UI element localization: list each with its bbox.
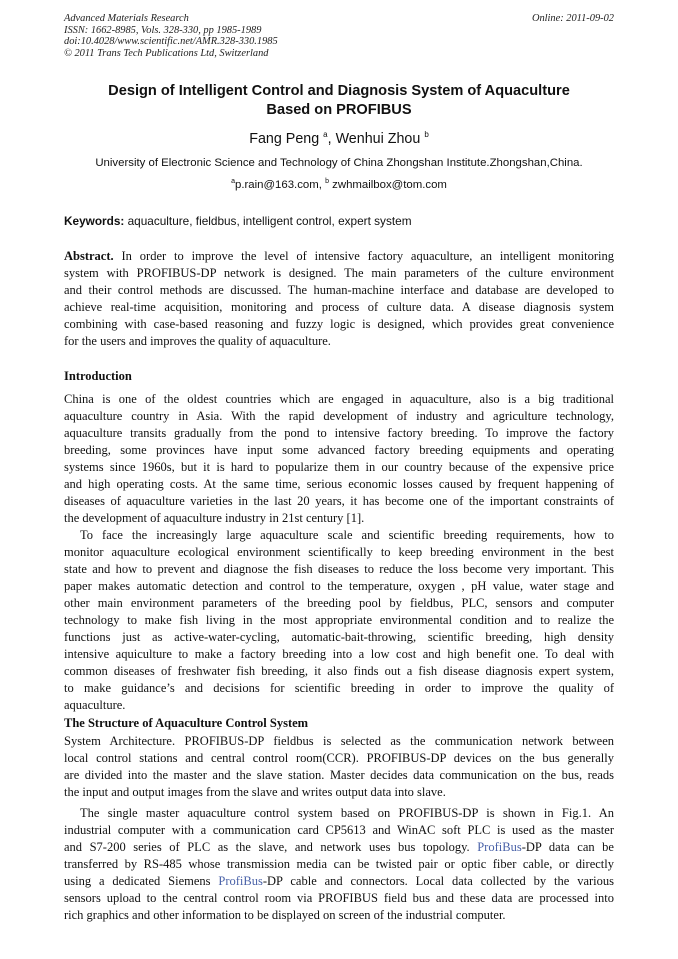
email-superscript: a [231, 178, 235, 185]
journal-header [64, 13, 278, 59]
text-line: system with PROFIBUS-DP network is designed. The main parameters of the culture environment [64, 266, 614, 280]
paper-title [60, 82, 618, 120]
text-line: and S7-200 series of PLC as the slave, and network uses bus topology. ProfiBus-DP data can be [64, 840, 614, 854]
text-line: To face the increasingly large aquaculture scale and scientific breeding requirements, how to [80, 528, 614, 542]
keywords-label: Keywords: [64, 214, 125, 228]
journal-name: Advanced Materials Research [64, 13, 189, 24]
doi-line: doi:10.4028/www.scientific.net/AMR.328-330.1985 [64, 36, 278, 48]
profibus-term: ProfiBus [218, 874, 263, 888]
title-line-2: Based on PROFIBUS [266, 102, 412, 118]
text-line: other main environment parameters of the breeding pool by fieldbus, PLC, sensors and computer [64, 596, 614, 610]
text-line: paper makes automatic detection and control to the temperature, oxygen , pH value, water stage and [64, 579, 614, 593]
affiliation: University of Electronic Science and Technology of China Zhongshan Institute.Zhongshan,China. [95, 157, 583, 169]
author-list [60, 130, 618, 147]
text-line: combining with case-based reasoning and fuzzy logic is designed, which provides great convenience [64, 317, 614, 331]
text-line: to make guidance’s and decisions for scientific breeding in order to improve the quality of [64, 681, 614, 695]
text-line: China is one of the oldest countries which are engaged in aquaculture, also is a big traditional [64, 392, 614, 406]
issn-line: ISSN: 1662-8985, Vols. 328-330, pp 1985-1989 [64, 24, 262, 36]
text-line: transferred by RS-485 whose transmission media can be twisted pair or optic fiber cable, or directly [64, 857, 614, 871]
online-date: Online: 2011-09-02 [531, 13, 614, 24]
author-separator: , [327, 130, 336, 147]
text-line: aquaculture transits gradually from the pond to intensive factory breeding. To improve the factory [64, 426, 614, 440]
text-line: common diseases of freshwater fish breeding, it also finds out a fish disease diagnosis expert system, [64, 664, 614, 678]
copyright-line: © 2011 Trans Tech Publications Ltd, Switzerland [64, 47, 269, 59]
text-line: industrial computer with a communication card CP5613 and WinAC soft PLC is used as the master [64, 823, 614, 837]
keywords-text: aquaculture, fieldbus, intelligent control, expert system [124, 214, 412, 228]
email-address: p.rain@163.com, [235, 179, 326, 191]
email-address: zwhmailbox@tom.com [328, 179, 447, 191]
email-superscript: b [325, 178, 329, 185]
text-line: and high operating costs. At the same time, serious economic losses caused by frequent happening of [64, 477, 614, 491]
text-line: local control stations and central control room(CCR). PROFIBUS-DP devices on the bus generally [64, 751, 614, 765]
keywords [64, 214, 412, 228]
text-line: systems since 1960s, but it is hard to popularize them in our country because of the expensive price [64, 460, 614, 474]
text-line: intensive aquiculture to make a factory breeding into a low cost and high benefit one. To deal with [64, 647, 614, 661]
section-heading-introduction: Introduction [64, 369, 132, 383]
text-line: aquaculture country in Asia. With the rapid development of industry and agriculture technology, [64, 409, 614, 423]
profibus-term: ProfiBus [477, 840, 522, 854]
text-line: monitor aquaculture ecological environment scientifically to keep breeding environment in the best [64, 545, 614, 559]
text-line: the input and output images from the slave and writes output data into slave. [64, 785, 446, 799]
text-line: Abstract. In order to improve the level of intensive factory aquaculture, an intelligent monitoring [64, 249, 614, 263]
text-line: using a dedicated Siemens ProfiBus-DP cable and connectors. Local data collected by the various [64, 874, 614, 888]
text-line: System Architecture. PROFIBUS-DP fieldbus is selected as the communication network between [64, 734, 614, 748]
title-line-1: Design of Intelligent Control and Diagnosis System of Aquaculture [108, 83, 570, 99]
text-line: breeding, some provinces have input some advanced factory breeding equipments and operating [64, 443, 614, 457]
section-heading-structure: The Structure of Aquaculture Control System [64, 716, 309, 730]
text-line: rich graphics and other information to be displayed on screen of the industrial computer. [64, 908, 506, 922]
text-line: The single master aquaculture control system based on PROFIBUS-DP is shown in Fig.1. An [80, 806, 614, 820]
text-line: functions just as active-water-cycling, automatic-bait-throwing, scientific breeding, high density [64, 630, 614, 644]
author-name: Wenhui Zhou [335, 130, 421, 147]
text-line: achieve real-time acquisition, monitoring and process of culture data. A disease diagnosis system [64, 300, 614, 314]
author-superscript: b [424, 130, 429, 139]
text-line: and their control methods are discussed. The human-machine interface and database are developed to [64, 283, 614, 297]
text-line: for the users and improves the quality of aquaculture. [64, 334, 331, 348]
text-line: aquaculture. [64, 698, 126, 712]
author-superscript: a [323, 130, 328, 139]
text-line: the development of aquaculture industry in 21st century [1]. [64, 511, 365, 525]
text-line: sensors upload to the central control room via PROFIBUS field bus and these data are processed into [64, 891, 614, 905]
author-emails [60, 178, 618, 191]
text-line: diseases of aquaculture varieties in the last 20 years, it has become one of the important constraints of [64, 494, 614, 508]
text-line: technology to make fish living in the most appropriate environmental condition and to realize the [64, 613, 614, 627]
author-name: Fang Peng [249, 130, 320, 147]
text-line: are divided into the master and the slave station. Master decides data communication on the bus, reads [64, 768, 614, 782]
text-line: state and how to prevent and diagnose the fish diseases to reduce the loss become very important. This [64, 562, 614, 576]
abstract-label: Abstract. [64, 249, 114, 263]
